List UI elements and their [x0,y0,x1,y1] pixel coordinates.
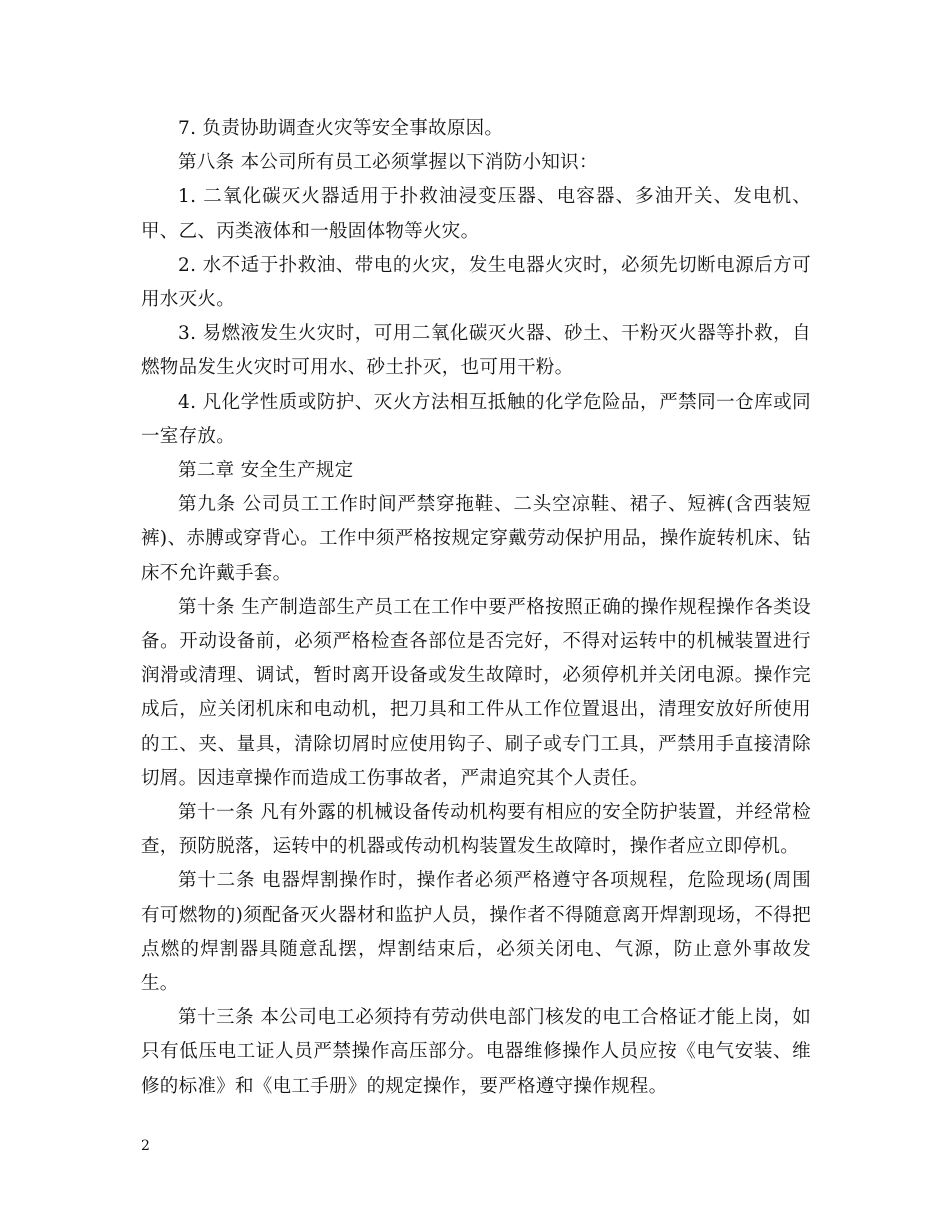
article-13: 第十三条 本公司电工必须持有劳动供电部门核发的电工合格证才能上岗，如只有低压电工证人员严禁操作高压部分。电器维修操作人员应按《电气安装、维修的标准》和《电工手册》的规定操作，要严格遵守操作规程。 [141,1007,811,1097]
paragraph-flammable-liquid: 3. 易燃液发生火灾时，可用二氧化碳灭火器、砂土、干粉灭火器等扑救，自燃物品发生火灾时可用水、砂土扑灭，也可用干粉。 [141,323,811,379]
article-12: 第十二条 电器焊割操作时，操作者必须严格遵守各项规程，危险现场(周围有可燃物的)须配备灭火器材和监护人员，操作者不得随意离开焊割现场，不得把点燃的焊割器具随意乱摆，焊割结束后，必须关闭电、气源，防止意外事故发生。 [141,870,811,995]
page-number: 2 [141,1138,150,1154]
article-9: 第九条 公司员工工作时间严禁穿拖鞋、二头空凉鞋、裙子、短裤(含西装短裤)、赤膊或穿背心。工作中须严格按规定穿戴劳动保护用品，操作旋转机床、钻床不允许戴手套。 [141,494,811,584]
chapter-2-heading: 第二章 安全生产规定 [178,460,354,482]
page-body [141,112,811,1104]
article-10: 第十条 生产制造部生产员工在工作中要严格按照正确的操作规程操作各类设备。开动设备前，必须严格检查各部位是否完好，不得对运转中的机械装置进行润滑或清理、调试，暂时离开设备或发生故障时，必须停机并关闭电源。操作完成后，应关闭机床和电动机，把刀具和工件从工作位置退出，清理安放好所使用的工、夹、量具，清除切屑时应使用钩子、刷子或专门工具，严禁用手直接清除切屑。因违章操作而造成工伤事故者，严肃追究其个人责任。 [141,596,811,789]
article-8-heading: 第八条 本公司所有员工必须掌握以下消防小知识： [178,152,598,174]
article-11: 第十一条 凡有外露的机械设备传动机构要有相应的安全防护装置，并经常检查，预防脱落，运转中的机器或传动机构装置发生故障时，操作者应立即停机。 [141,802,811,858]
paragraph-item-7: 7. 负责协助调查火灾等安全事故原因。 [178,118,504,139]
paragraph-co2-extinguisher: 1. 二氧化碳灭火器适用于扑救油浸变压器、电容器、多油开关、发电机、甲、乙、丙类液体和一般固体物等火灾。 [141,186,811,242]
paragraph-chemical-storage: 4. 凡化学性质或防护、灭火方法相互抵触的化学危险品，严禁同一仓库或同一室存放。 [141,391,811,447]
paragraph-water-fire: 2. 水不适于扑救油、带电的火灾，发生电器火灾时，必须先切断电源后方可用水灭火。 [141,254,811,311]
